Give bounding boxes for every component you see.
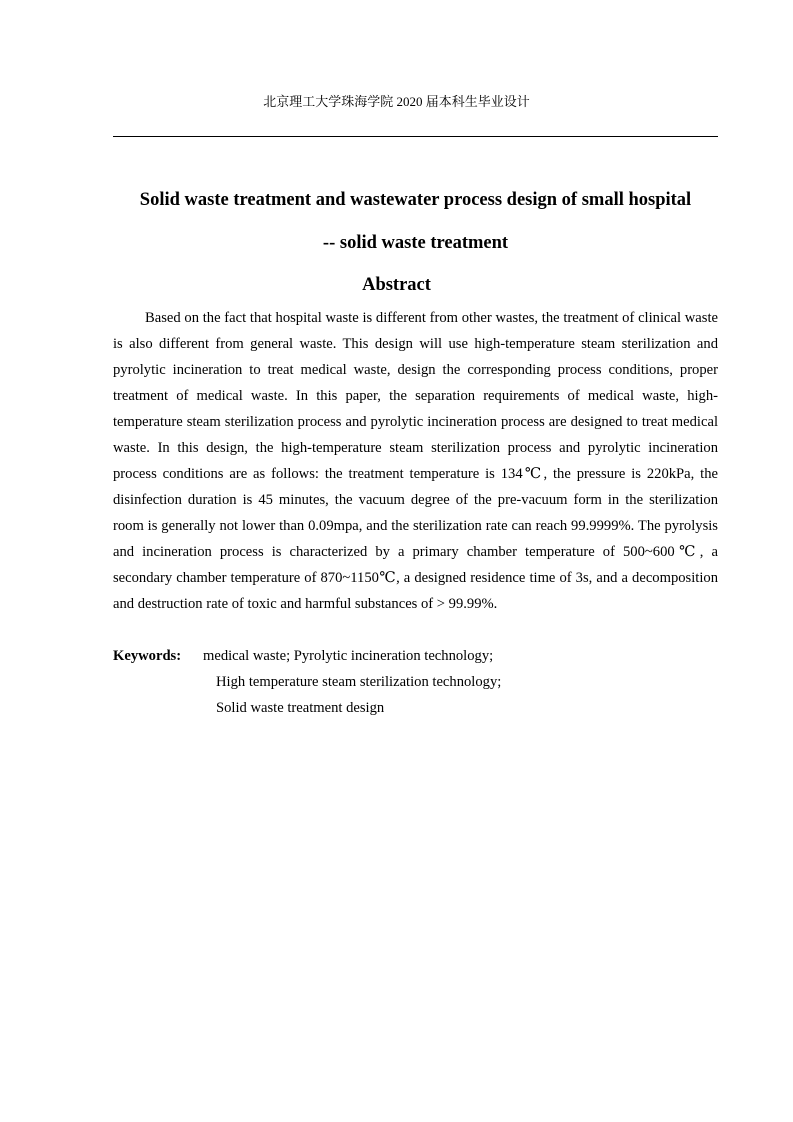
keywords-line-2: High temperature steam sterilization technology;: [216, 674, 502, 690]
keywords-block: [113, 643, 718, 721]
keywords-line-1: medical waste; Pyrolytic incineration technology;: [203, 648, 494, 664]
keywords-line-3: Solid waste treatment design: [216, 700, 385, 716]
header-rule: [113, 136, 718, 137]
keywords-first-line: [113, 643, 718, 669]
keywords-label: Keywords:: [113, 648, 182, 664]
thesis-title-line-2: -- solid waste treatment: [322, 233, 509, 253]
page-header: 北京理工大学珠海学院 2020 届本科生毕业设计: [263, 94, 530, 109]
abstract-body: Based on the fact that hospital waste is different from other wastes, the treatment of clinical waste is also different from general waste. This design will use high-temperature steam sterilization and pyrolytic incineration to treat medical waste, design the corresponding process conditions, proper treatment of medical waste. In this paper, the separation requirements of medical waste, high-temperature steam sterilization process and pyrolytic incineration process are designed to treat medical waste. In this design, the high-temperature steam sterilization process and pyrolytic incineration process conditions are as follows: the treatment temperature is 134℃, the pressure is 220kPa, the disinfection duration is 45 minutes, the vacuum degree of the pre-vacuum form in the sterilization room is generally not lower than 0.09mpa, and the sterilization rate can reach 99.9999%. The pyrolysis and incineration process is characterized by a primary chamber temperature of 500~600℃, a secondary chamber temperature of 870~1150℃, a designed residence time of 3s, and a decomposition and destruction rate of toxic and harmful substances of > 99.99%.: [113, 310, 718, 612]
abstract-heading: Abstract: [362, 275, 431, 295]
thesis-title-line-1: Solid waste treatment and wastewater process design of small hospital: [139, 190, 692, 210]
